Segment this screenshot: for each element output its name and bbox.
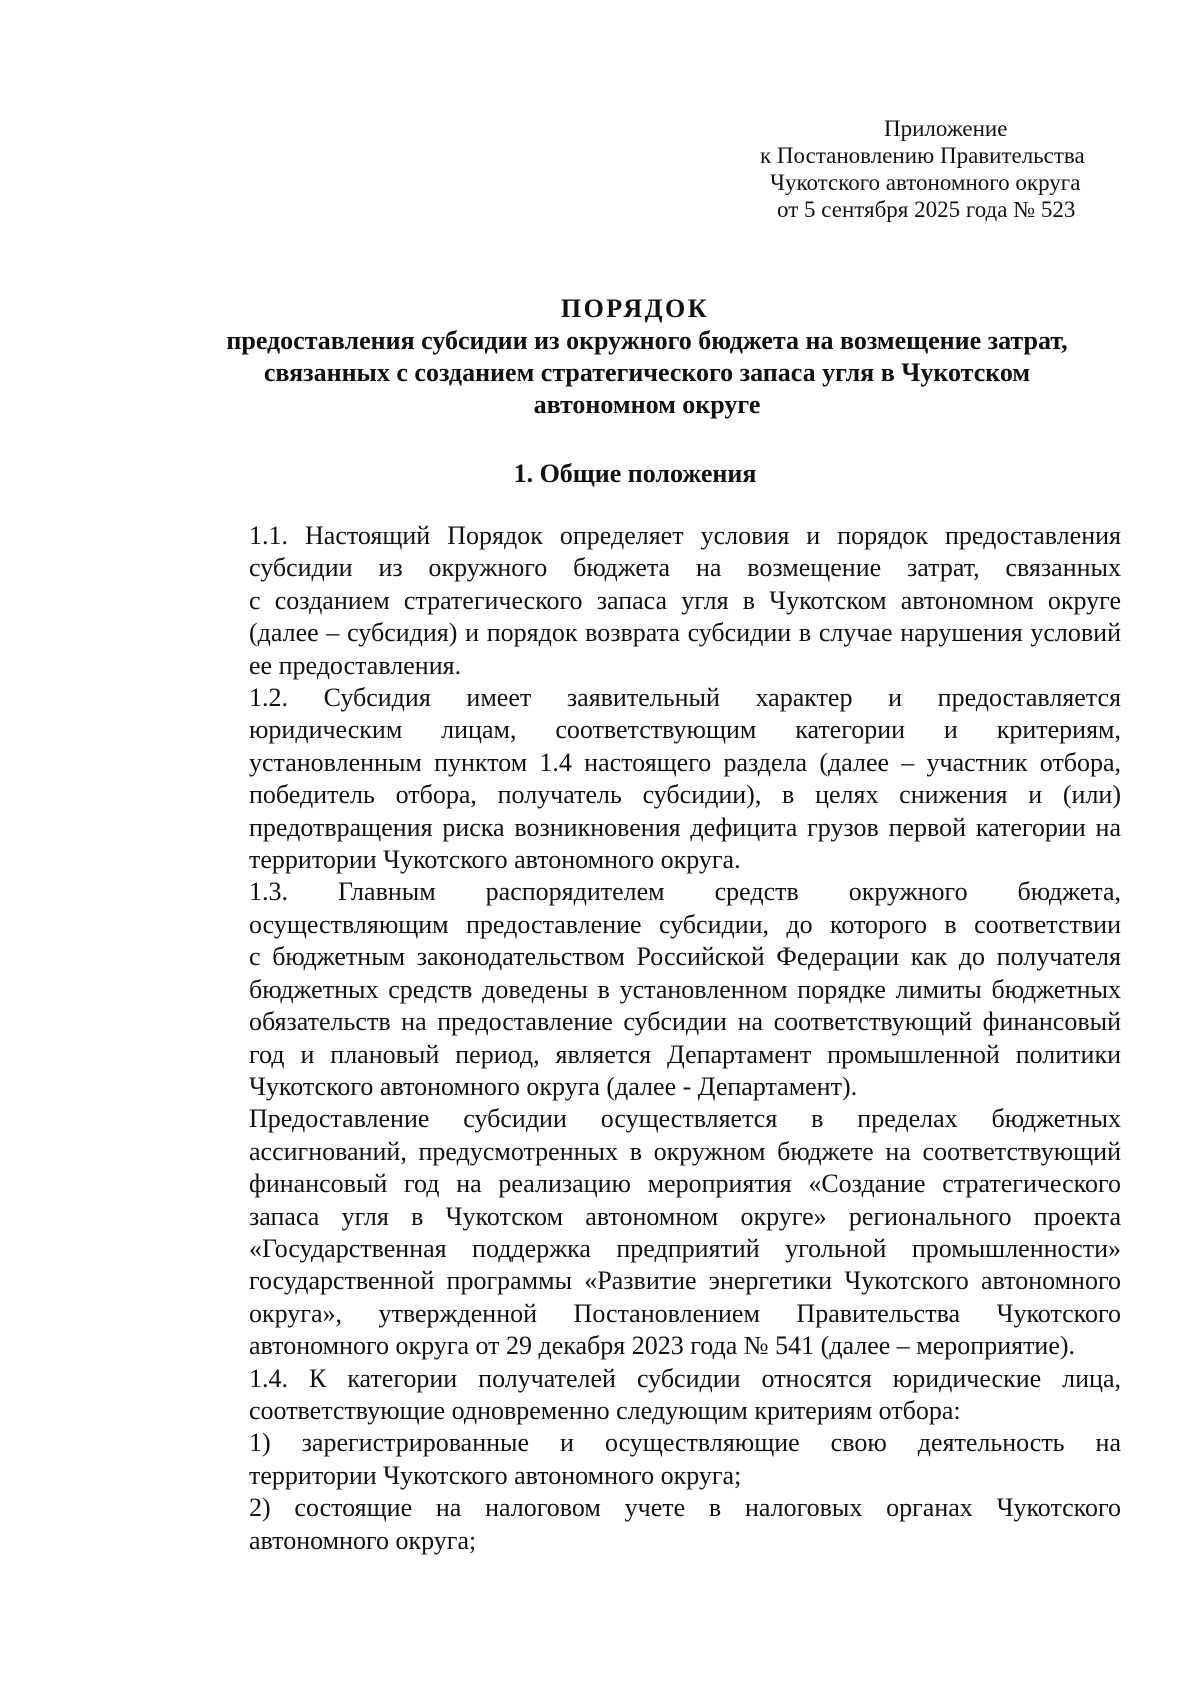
text-line: предотвращения риска возникновения дефицита грузов первой категории на (249, 812, 1121, 842)
text-line: 1.4. К категории получателей субсидии относятся юридические лица, (249, 1363, 1121, 1393)
text-line: год и плановый период, является Департамент промышленной политики (249, 1039, 1121, 1069)
paragraph-1-1 (174, 520, 1121, 682)
text-line: автономного округа от 29 декабря 2023 года № 541 (далее – мероприятие). (249, 1331, 1076, 1361)
subtitle-line: связанных с созданием стратегического запаса угля в Чукотском (263, 358, 1031, 387)
text-line: субсидии из окружного бюджета на возмещение затрат, связанных (249, 553, 1121, 583)
text-line: обязательств на предоставление субсидии на соответствующий финансовый (249, 1007, 1121, 1037)
paragraph-1-2 (174, 682, 1121, 876)
text-line: бюджетных средств доведены в установленном порядке лимиты бюджетных (249, 974, 1121, 1004)
paragraph-1-3 (174, 876, 1121, 1103)
appendix-region: Чукотского автономного округа (770, 170, 1081, 195)
document-title: ПОРЯДОК (560, 294, 710, 323)
text-line: юридическим лицам, соответствующим категории и критериям, (249, 715, 1121, 745)
text-line: «Государственная поддержка предприятий угольной промышленности» (249, 1233, 1121, 1263)
text-line: с бюджетным законодательством Российской Федерации как до получателя (249, 942, 1121, 972)
text-line: ассигнований, предусмотренных в окружном бюджете на соответствующий (249, 1136, 1121, 1166)
subtitle-line: предоставления субсидии из окружного бюджета на возмещение затрат, (226, 326, 1068, 355)
section-heading: 1. Общие положения (513, 459, 757, 488)
text-line: (далее – субсидия) и порядок возврата субсидии в случае нарушения условий (249, 618, 1121, 648)
criterion-2 (174, 1492, 1121, 1557)
text-line: с созданием стратегического запаса угля в Чукотском автономном округе (249, 585, 1121, 615)
document-body (174, 520, 1121, 1557)
text-line: территории Чукотского автономного округа; (249, 1460, 742, 1490)
text-line: 1.2. Субсидия имеет заявительный характер и предоставляется (249, 683, 1121, 713)
document-subtitle (172, 325, 1122, 421)
subtitle-line: автономном округе (533, 390, 761, 419)
text-line: округа», утвержденной Постановлением Правительства Чукотского (249, 1298, 1121, 1328)
paragraph-1-4 (174, 1363, 1121, 1428)
text-line: ее предоставления. (249, 650, 462, 680)
appendix-date-number: от 5 сентября 2025 года № 523 (777, 197, 1076, 222)
text-line: финансовый год на реализацию мероприятия «Создание стратегического (249, 1169, 1121, 1199)
text-line: запаса угля в Чукотском автономном округе» регионального проекта (249, 1201, 1121, 1231)
text-line: 2) состоящие на налоговом учете в налоговых органах Чукотского (249, 1493, 1121, 1523)
text-line: Предоставление субсидии осуществляется в пределах бюджетных (249, 1104, 1121, 1134)
text-line: победитель отбора, получатель субсидии), в целях снижения и (или) (249, 780, 1121, 810)
text-line: 1.3. Главным распорядителем средств окружного бюджета, (249, 877, 1121, 907)
text-line: соответствующие одновременно следующим критериям отбора: (249, 1395, 961, 1425)
text-line: 1.1. Настоящий Порядок определяет условия и порядок предоставления (249, 521, 1121, 550)
appendix-label: Приложение (884, 116, 1008, 141)
text-line: осуществляющим предоставление субсидии, до которого в соответствии (249, 909, 1121, 939)
paragraph-budget (174, 1103, 1121, 1362)
text-line: государственной программы «Развитие энергетики Чукотского автономного (249, 1266, 1121, 1296)
text-line: 1) зарегистрированные и осуществляющие свою деятельность на (249, 1428, 1121, 1458)
text-line: установленным пунктом 1.4 настоящего раздела (далее – участник отбора, (249, 747, 1121, 777)
appendix-resolution-ref: к Постановлению Правительства (760, 143, 1085, 168)
appendix-block (760, 115, 1120, 223)
text-line: автономного округа; (249, 1525, 477, 1555)
text-line: Чукотского автономного округа (далее - Департамент). (249, 1071, 858, 1101)
text-line: территории Чукотского автономного округа. (249, 845, 741, 875)
criterion-1 (174, 1427, 1121, 1492)
